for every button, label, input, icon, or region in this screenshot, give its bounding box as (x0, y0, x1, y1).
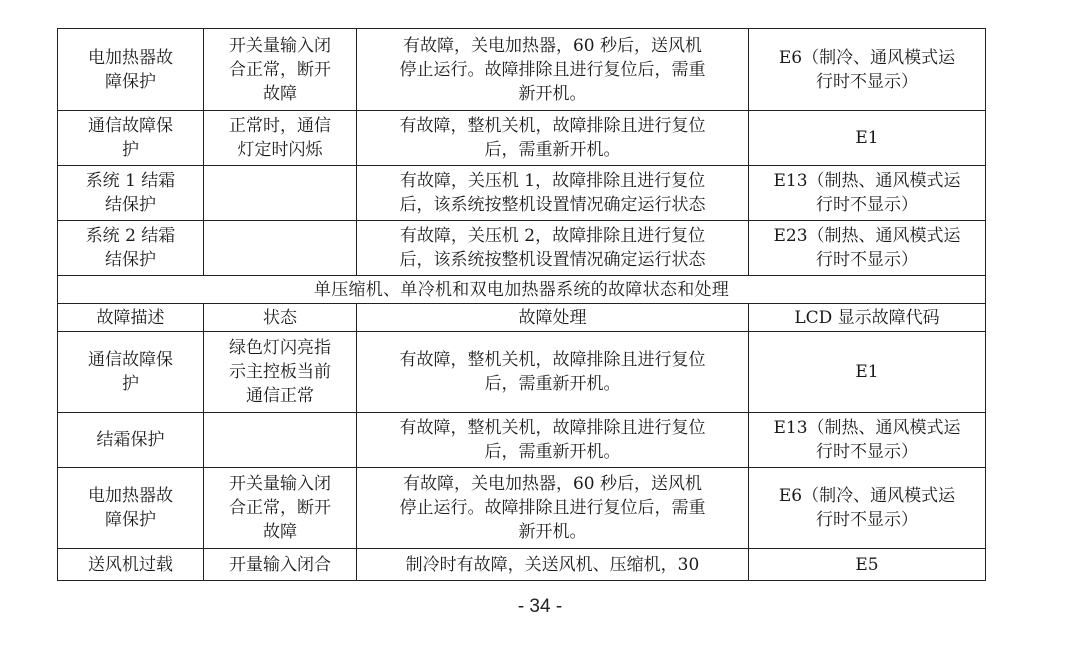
fault-desc-cell: 通信故障保 护 (58, 111, 204, 166)
header-code: LCD 显示故障代码 (749, 304, 986, 332)
section-title: 单压缩机、单冷机和双电加热器系统的故障状态和处理 (58, 276, 986, 304)
fault-code-cell: E1 (749, 111, 986, 166)
fault-status-cell: 开关量输入闭 合正常，断开 故障 (204, 29, 357, 111)
fault-desc-cell: 电加热器故 障保护 (58, 468, 204, 549)
fault-process-cell: 有故障，关压机 2，故障排除且进行复位 后，该系统按整机设置情况确定运行状态 (357, 221, 749, 276)
fault-process-cell: 有故障，整机关机，故障排除且进行复位 后，需重新开机。 (357, 332, 749, 413)
section-title-row (58, 276, 986, 304)
fault-code-cell: E6（制冷、通风模式运 行时不显示） (749, 468, 986, 549)
table-row (58, 221, 986, 276)
header-process: 故障处理 (357, 304, 749, 332)
fault-process-cell: 有故障，整机关机，故障排除且进行复位 后，需重新开机。 (357, 111, 749, 166)
fault-desc-cell: 电加热器故 障保护 (58, 29, 204, 111)
fault-status-cell (204, 413, 357, 468)
fault-desc-cell: 通信故障保 护 (58, 332, 204, 413)
fault-code-cell: E1 (749, 332, 986, 413)
fault-status-cell: 正常时，通信 灯定时闪烁 (204, 111, 357, 166)
fault-desc-cell: 系统 1 结霜 结保护 (58, 166, 204, 221)
fault-process-cell: 有故障，关电加热器，60 秒后，送风机 停止运行。故障排除且进行复位后，需重 新开机。 (357, 29, 749, 111)
fault-process-cell: 有故障，整机关机，故障排除且进行复位 后，需重新开机。 (357, 413, 749, 468)
fault-status-cell: 开关量输入闭 合正常，断开 故障 (204, 468, 357, 549)
table-row (58, 468, 986, 549)
fault-code-cell: E13（制热、通风模式运 行时不显示） (749, 166, 986, 221)
fault-desc-cell: 系统 2 结霜 结保护 (58, 221, 204, 276)
table-row (58, 166, 986, 221)
fault-status-cell (204, 166, 357, 221)
fault-code-cell: E6（制冷、通风模式运 行时不显示） (749, 29, 986, 111)
table-row (58, 413, 986, 468)
fault-status-cell: 绿色灯闪亮指 示主控板当前 通信正常 (204, 332, 357, 413)
table-header-row (58, 304, 986, 332)
fault-desc-cell: 结霜保护 (58, 413, 204, 468)
table-row (58, 29, 986, 111)
fault-desc-cell: 送风机过载 (58, 549, 204, 581)
fault-process-cell: 有故障，关电加热器，60 秒后，送风机 停止运行。故障排除且进行复位后，需重 新开机。 (357, 468, 749, 549)
fault-status-cell (204, 221, 357, 276)
fault-code-cell: E23（制热、通风模式运 行时不显示） (749, 221, 986, 276)
fault-code-cell: E13（制热、通风模式运 行时不显示） (749, 413, 986, 468)
fault-process-cell: 有故障，关压机 1，故障排除且进行复位 后，该系统按整机设置情况确定运行状态 (357, 166, 749, 221)
fault-process-cell: 制冷时有故障，关送风机、压缩机，30 (357, 549, 749, 581)
table-row (58, 111, 986, 166)
table-row (58, 549, 986, 581)
fault-status-cell: 开量输入闭合 (204, 549, 357, 581)
header-desc: 故障描述 (58, 304, 204, 332)
fault-code-cell: E5 (749, 549, 986, 581)
table-row (58, 332, 986, 413)
header-status: 状态 (204, 304, 357, 332)
page-number: - 34 - (517, 596, 563, 617)
fault-table (57, 28, 986, 581)
